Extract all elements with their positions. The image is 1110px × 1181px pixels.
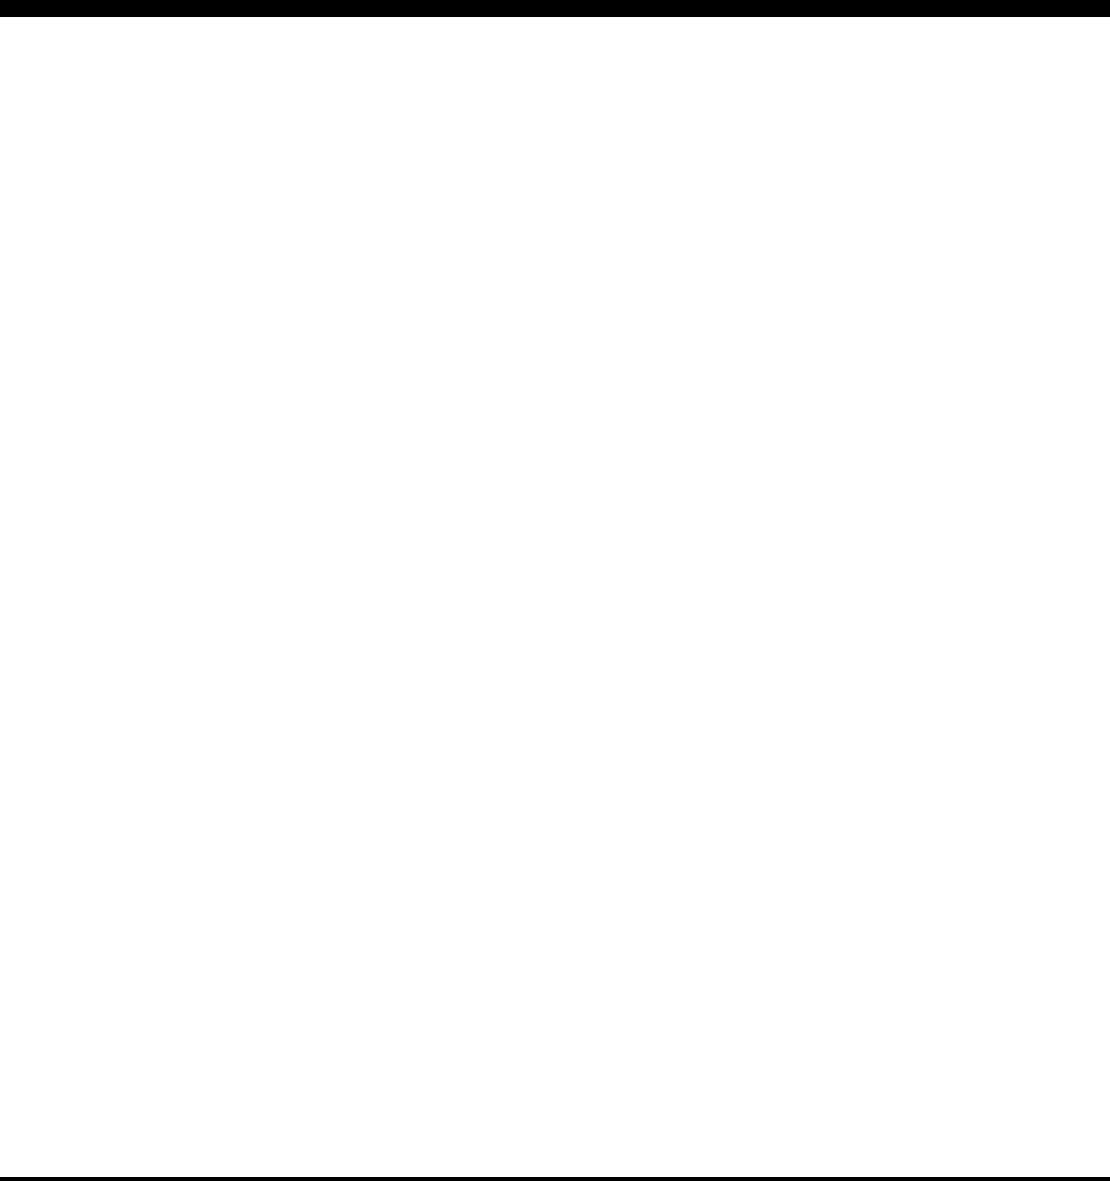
bottom-rule (0, 1177, 1110, 1181)
closing-sentence (1, 154, 1107, 158)
obituary-notice (1, 44, 1107, 158)
deceased-name (1, 44, 1107, 154)
top-rule (0, 0, 1110, 17)
